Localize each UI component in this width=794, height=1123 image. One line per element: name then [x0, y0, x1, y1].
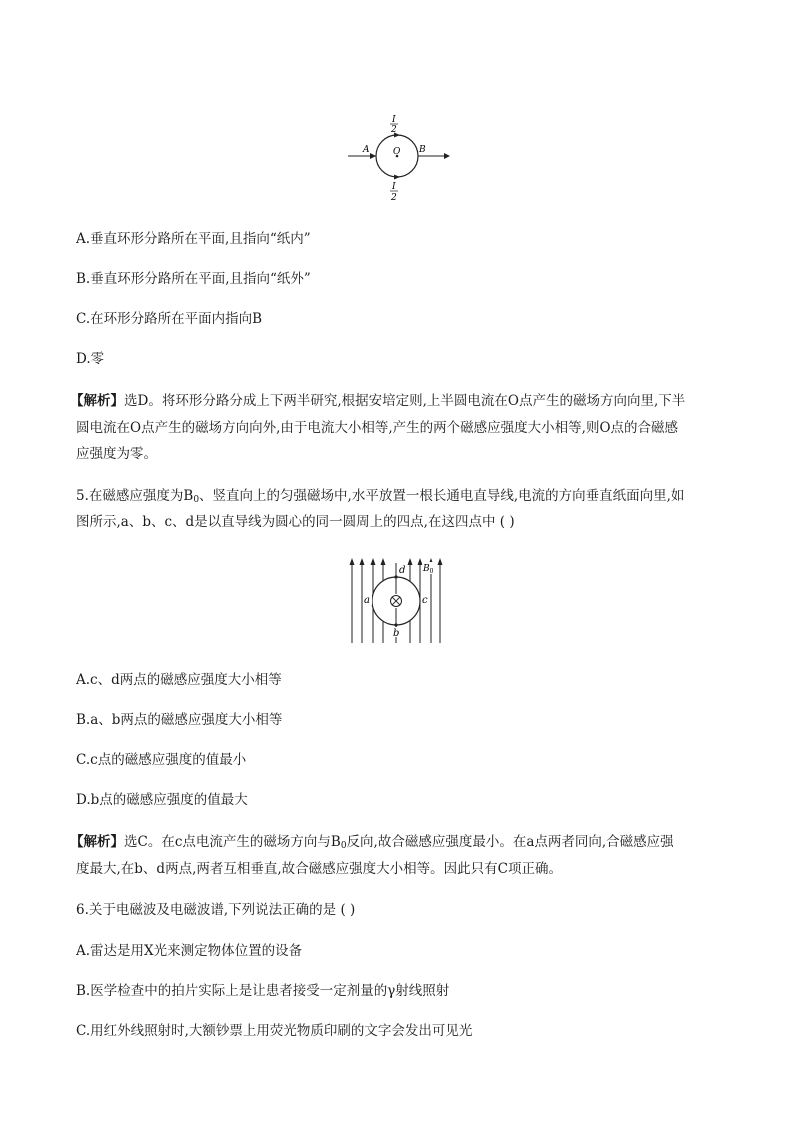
q5-stem-line-1: 5.在磁感应强度为$B_0$、竖直向上的匀强磁场中,水平放置一根长通电直导线,电流的方向垂直纸面向里,如 — [76, 488, 685, 505]
q4-analysis-tag: 【解析】 — [70, 393, 124, 409]
q5-option-a: A.c、d两点的磁感应强度大小相等 — [76, 672, 282, 688]
arrow-left-icon — [370, 153, 376, 159]
arrow-up-icon — [381, 558, 386, 565]
q5-analysis-line-2: 度最大,在b、d两点,两者互相垂直,故合磁感应强度大小相等。因此只有C项正确。 — [76, 861, 562, 877]
label-top-den: 2 — [391, 125, 397, 135]
magnetic-field-figure — [345, 557, 445, 647]
q6-option-c: C.用红外线照射时,大额钞票上用荧光物质印刷的文字会发出可见光 — [76, 1023, 473, 1039]
q5-analysis-line-1: 【解析】选C。在c点电流产生的磁场方向与$B_0$反向,故合磁感应强度最小。在a点两者同向,合磁感应强 — [70, 834, 674, 851]
q4-option-c: C.在环形分路所在平面内指向B — [76, 311, 263, 327]
arrow-up-icon — [418, 558, 423, 565]
label-bottom-den: 2 — [391, 193, 397, 203]
q5-option-b: B.a、b两点的磁感应强度大小相等 — [76, 712, 283, 728]
arrow-up-icon — [360, 558, 365, 565]
label-bottom-num: I — [392, 182, 396, 192]
label-d: d — [399, 565, 406, 576]
label-c: c — [422, 595, 428, 606]
q4-analysis-line-2: 圆电流在O点产生的磁场方向向外,由于电流大小相等,产生的两个磁感应强度大小相等,则O点的合磁感 — [76, 420, 679, 436]
q6-option-b: B.医学检查中的拍片实际上是让患者接受一定剂量的γ射线照射 — [76, 983, 450, 999]
point-b — [394, 623, 397, 626]
label-a: A — [363, 145, 370, 155]
q6-option-a: A.雷达是用X光来测定物体位置的设备 — [76, 943, 303, 959]
label-b: B — [419, 145, 426, 155]
label-top-num: I — [392, 115, 396, 125]
arrow-up-icon — [371, 558, 376, 565]
q4-option-b: B.垂直环形分路所在平面,且指向“纸外” — [76, 271, 311, 287]
q5-option-c: C.c点的磁感应强度的值最小 — [76, 752, 247, 768]
ring-circuit-figure — [340, 112, 460, 204]
label-b: b — [393, 628, 400, 639]
point-d — [394, 575, 397, 578]
arrow-up-icon — [438, 558, 443, 565]
arrow-bottom-icon — [394, 175, 400, 180]
label-b0: $B_0$ — [423, 564, 434, 575]
q4-option-a: A.垂直环形分路所在平面,且指向“纸内” — [76, 231, 311, 247]
q5-stem-line-2: 图所示,a、b、c、d是以直导线为圆心的同一圆周上的四点,在这四点中 ( ) — [76, 514, 515, 530]
q5-option-d: D.b点的磁感应强度的值最大 — [76, 792, 248, 808]
arrow-up-icon — [350, 558, 355, 565]
label-o: O — [393, 147, 401, 157]
arrow-right-icon — [444, 153, 450, 159]
label-a: a — [364, 595, 370, 606]
arrow-up-icon — [408, 558, 413, 565]
q4-option-d: D.零 — [76, 351, 105, 367]
q5-analysis-tag: 【解析】 — [70, 834, 124, 850]
q4-analysis-line-1: 【解析】选D。将环形分路分成上下两半研究,根据安培定则,上半圆电流在O点产生的磁场方向向里,下半 — [70, 393, 686, 409]
q4-analysis-line-3: 应强度为零。 — [76, 446, 157, 462]
q6-stem: 6.关于电磁波及电磁波谱,下列说法正确的是 ( ) — [76, 902, 356, 918]
